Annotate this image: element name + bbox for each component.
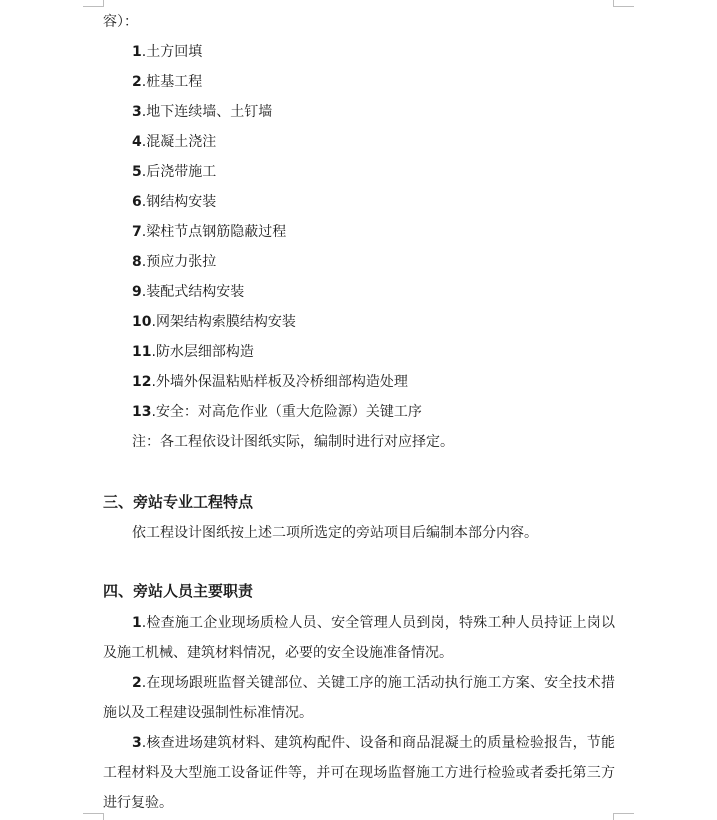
list-item: 12.外墙外保温粘贴样板及冷桥细部构造处理 — [132, 374, 408, 390]
list-item: 6.钢结构安装 — [132, 194, 217, 210]
duty-item: 2.在现场跟班监督关键部位、关键工序的施工活动执行施工方案、安全技术措施以及工程建设强制性标准情况。 — [103, 675, 615, 721]
list-item: 5.后浇带施工 — [132, 164, 217, 180]
duty-item: 1.检查施工企业现场质检人员、安全管理人员到岗，特殊工种人员持证上岗以及施工机械、建筑材料情况，必要的安全设施准备情况。 — [103, 615, 615, 661]
list-item: 8.预应力张拉 — [132, 254, 217, 270]
section-4-heading: 四、旁站人员主要职责 — [103, 582, 254, 600]
list-item: 9.装配式结构安装 — [132, 284, 245, 300]
duty-item: 3.核查进场建筑材料、建筑构配件、设备和商品混凝土的质量检验报告，节能工程材料及大型施工设备证件等，并可在现场监督施工方进行检验或者委托第三方进行复验。 — [103, 735, 615, 811]
crop-mark-top-left — [83, 0, 104, 7]
section-3-body: 依工程设计图纸按上述二项所选定的旁站项目后编制本部分内容。 — [132, 525, 538, 541]
note: 注：各工程依设计图纸实际，编制时进行对应择定。 — [132, 434, 454, 450]
list-item: 4.混凝土浇注 — [132, 134, 217, 150]
list-item: 13.安全：对高危作业（重大危险源）关键工序 — [132, 404, 422, 420]
top-fragment: 容）： — [103, 14, 138, 30]
list-item: 3.地下连续墙、土钉墙 — [132, 104, 273, 120]
section-3-heading: 三、旁站专业工程特点 — [103, 493, 254, 511]
list-item: 2.桩基工程 — [132, 74, 203, 90]
list-item: 11.防水层细部构造 — [132, 344, 254, 360]
crop-mark-top-right — [613, 0, 634, 7]
list-item: 1.土方回填 — [132, 44, 203, 60]
list-item: 10.网架结构索膜结构安装 — [132, 314, 296, 330]
list-item: 7.梁柱节点钢筋隐蔽过程 — [132, 224, 287, 240]
